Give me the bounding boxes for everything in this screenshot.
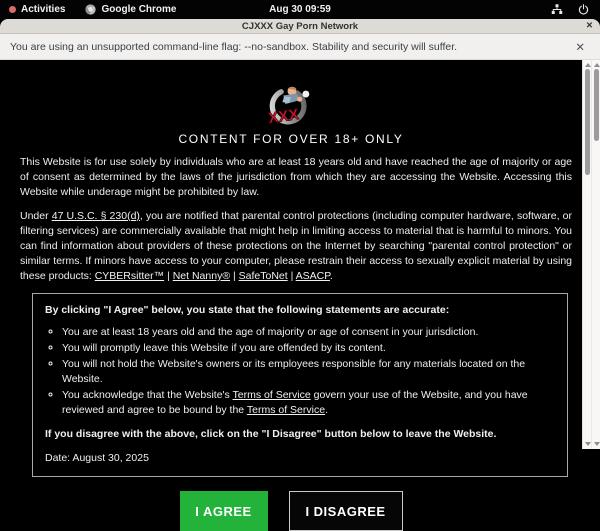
inner-scrollbar[interactable] — [582, 60, 591, 449]
notification-dot-icon — [9, 6, 16, 13]
scrollbar-thumb[interactable] — [594, 69, 599, 141]
infobar-message: You are using an unsupported command-line flag: --no-sandbox. Stability and security will suffer. — [10, 40, 458, 53]
wired-network-icon[interactable] — [551, 4, 563, 15]
para2-pre: Under — [20, 210, 52, 222]
window-scrollbar[interactable] — [591, 60, 600, 449]
date-line: Date: August 30, 2025 — [45, 452, 149, 464]
page-content — [0, 60, 600, 519]
clock[interactable]: Aug 30 09:59 — [269, 4, 331, 15]
cybersitter-link[interactable]: CYBERsitter™ — [94, 270, 165, 282]
para2-sep2: | — [230, 270, 239, 282]
gnome-top-bar — [0, 0, 600, 19]
chrome-infobar — [0, 34, 600, 60]
agreement-intro: By clicking "I Agree" below, you state that the following statements are accurate: — [45, 304, 450, 316]
para2-mid: , you are notified that parental control protections (including computer hardware, software, or filtering services) are commercially available that might help in limiting access to material that is harmful to minors. You can find information about providers of these protections on the Internet by searching "parental control protection" or similar terms. If minors have access to your computer, please restrain their access to sexually explicit material by using these products: — [20, 210, 573, 282]
para2-sep3: | — [287, 270, 296, 282]
activities-label: Activities — [21, 4, 66, 15]
statement-liability: You will not hold the Website's owners or its employees responsible for any materials located on the Website. — [62, 358, 526, 385]
app-menu-google-chrome[interactable] — [85, 4, 176, 15]
app-menu-label: Google Chrome — [101, 4, 177, 15]
cjxxx-logo-icon — [262, 83, 320, 129]
para2-sep1: | — [164, 270, 173, 282]
power-icon[interactable] — [578, 4, 589, 15]
age-disclaimer-text: This Website is for use solely by individuals who are at least 18 years old and have reached the age of majority or age of consent as determined by the laws of the jurisdiction from which they are accessing the Website. Accessing this Website while underage might be prohibited by law. — [20, 156, 572, 198]
i-disagree-button[interactable]: I DISAGREE — [289, 491, 403, 531]
asacp-link[interactable]: ASACP — [295, 270, 330, 282]
terms-of-service-link[interactable]: Terms of Service — [246, 404, 326, 416]
scroll-down-icon[interactable] — [594, 442, 600, 446]
agreement-box — [32, 293, 568, 477]
para2-end: . — [329, 270, 333, 282]
scroll-up-icon[interactable] — [585, 63, 591, 67]
statement-leave: You will promptly leave this Website if you are offended by its content. — [62, 342, 386, 354]
list-item — [62, 341, 555, 356]
terms-of-service-link[interactable]: Terms of Service — [232, 389, 311, 401]
netnanny-link[interactable]: Net Nanny® — [172, 270, 231, 282]
statement-age: You are at least 18 years old and the age of majority or age of consent in your jurisdiction. — [62, 326, 479, 338]
window-titlebar — [0, 19, 600, 34]
window-title: CJXXX Gay Porn Network — [241, 20, 359, 32]
disagree-note: If you disagree with the above, click on the "I Disagree" button below to leave the Website. — [45, 428, 497, 440]
statement-tos-mid: govern your use of the Website, and you have reviewed and agree to be bound by the — [62, 389, 528, 416]
window-close-icon[interactable]: ✕ — [585, 20, 593, 30]
consent-buttons — [0, 491, 582, 531]
parental-control-paragraph — [20, 209, 572, 284]
scroll-down-icon[interactable] — [585, 442, 591, 446]
i-agree-button[interactable]: I AGREE — [180, 491, 268, 531]
scroll-up-icon[interactable] — [594, 63, 600, 67]
chrome-icon — [85, 4, 96, 15]
list-item — [62, 388, 555, 418]
logo-xxx-text: XXX — [267, 106, 300, 128]
list-item — [62, 357, 555, 387]
site-logo — [0, 60, 582, 128]
statement-tos-pre: You acknowledge that the Website's — [62, 389, 233, 401]
scrollbar-thumb[interactable] — [585, 69, 590, 175]
activities-button[interactable] — [9, 4, 65, 15]
infobar-close-icon[interactable]: ✕ — [575, 41, 585, 54]
agreement-statements-list — [45, 325, 555, 418]
usc-230d-link[interactable]: 47 U.S.C. § 230(d) — [51, 210, 140, 222]
statement-tos-post: . — [325, 404, 328, 416]
age-disclaimer-paragraph — [20, 155, 572, 200]
page-title: CONTENT FOR OVER 18+ ONLY — [178, 132, 404, 146]
list-item — [62, 325, 555, 340]
safetonet-link[interactable]: SafeToNet — [238, 270, 288, 282]
